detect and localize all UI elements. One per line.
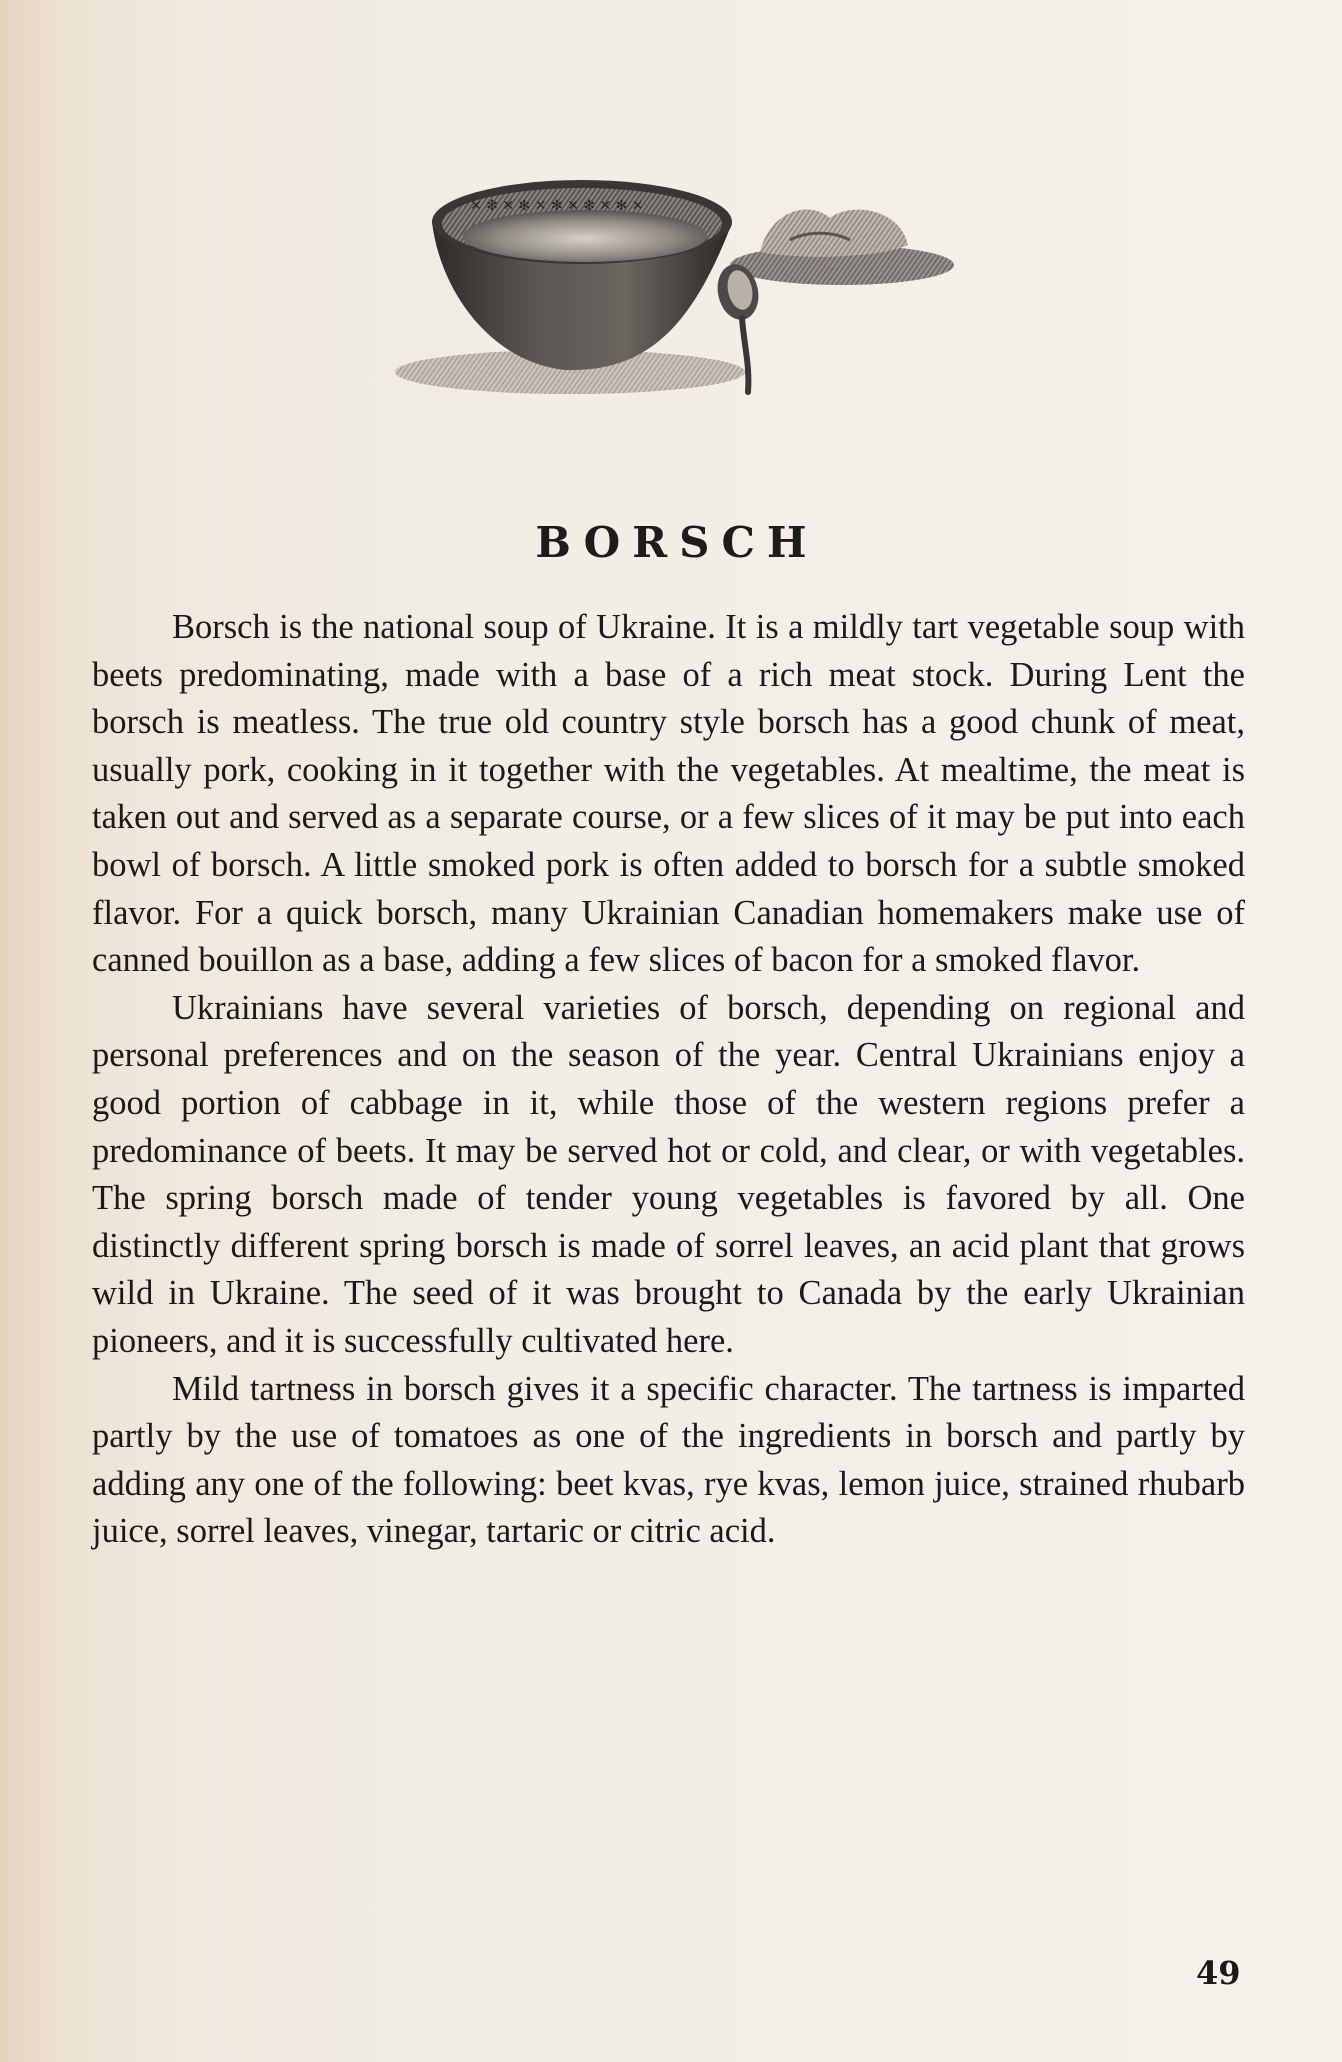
svg-text:✕ ✻ ✕ ✻ ✕ ✻ ✕ ✻ ✕ ✻ ✕: ✕ ✻ ✕ ✻ ✕ ✻ ✕ ✻ ✕ ✻ ✕: [470, 198, 644, 214]
soup-bowl-illustration: [360, 140, 980, 410]
article-body: [92, 604, 1245, 1556]
paragraph-intro: Borsch is the national soup of Ukraine. It is a mildly tart vegetable soup with beets predominating, made with a base of a rich meat stock. During Lent the borsch is meatless. The true old country style borsch has a good chunk of meat, usually pork, cooking in it together with the vegetables. At mealtime, the meat is taken out and served as a separate course, or a few slices of it may be put into each bowl of borsch. A little smoked pork is often added to borsch for a subtle smoked flavor. For a quick borsch, many Ukrainian Canadian homemakers make use of canned bouillon as a base, adding a few slices of bacon for a smoked flavor.: [92, 608, 1245, 980]
paragraph-tartness: Mild tartness in borsch gives it a specific character. The tartness is imparted partly by the use of tomatoes as one of the ingredients in borsch and partly by adding any one of the following: beet kvas, rye kvas, lemon juice, strained rhubarb juice, sorrel leaves, vinegar, tartaric or citric acid.: [92, 1369, 1245, 1551]
dumpling-plate: [730, 209, 954, 285]
page-number: 49: [1196, 1954, 1241, 1992]
paragraph-varieties: Ukrainians have several varieties of borsch, depending on regional and personal preferences and on the season of the year. Central Ukrainians enjoy a good portion of cabbage in it, while those of the western regions prefer a predominance of beets. It may be served hot or cold, and clear, or with vegetables. The spring borsch made of tender young vegetables is favored by all. One distinctly different spring borsch is made of sorrel leaves, an acid plant that grows wild in Ukraine. The seed of it was brought to Canada by the early Ukrainian pioneers, and it is successfully cultivated here.: [92, 988, 1245, 1360]
page-title: BORSCH: [535, 518, 819, 567]
